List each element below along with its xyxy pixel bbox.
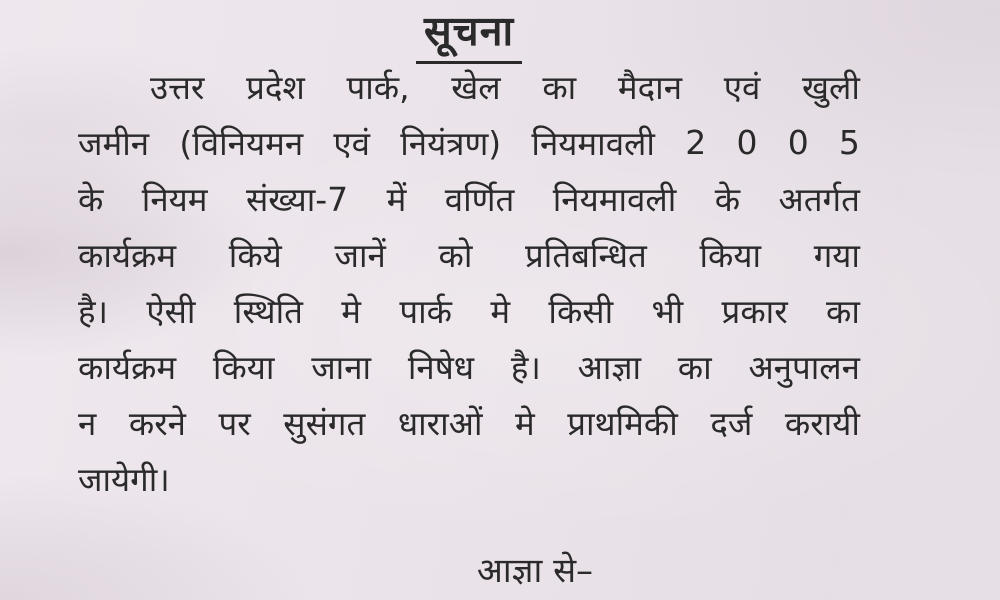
- notice-title-row: [78, 2, 860, 64]
- notice-line-8: जायेगी।: [78, 459, 170, 499]
- notice-line-1: उत्तर प्रदेश पार्क, खेल का मैदान एवं खुली: [150, 67, 860, 107]
- notice-line-6: कार्यक्रम किया जाना निषेध है। आज्ञा का अनुपालन: [78, 347, 860, 387]
- notice-line-4: कार्यक्रम किये जानें को प्रतिबन्धित किया गया: [78, 235, 860, 275]
- notice-signoff: आज्ञा से–: [476, 551, 594, 591]
- notice-body: [78, 58, 860, 506]
- notice-title: सूचना: [416, 2, 522, 64]
- notice-line-2: जमीन (विनियमन एवं नियंत्रण) नियमावली 2 0 0 5: [78, 122, 860, 163]
- notice-line-7: न करने पर सुसंगत धाराओं मे प्राथमिकी दर्ज करायी: [78, 403, 860, 443]
- notice-line-3: के नियम संख्या-7 में वर्णित नियमावली के अतर्गत: [78, 179, 860, 219]
- notice-line-5: है। ऐसी स्थिति मे पार्क मे किसी भी प्रकार का: [78, 291, 860, 331]
